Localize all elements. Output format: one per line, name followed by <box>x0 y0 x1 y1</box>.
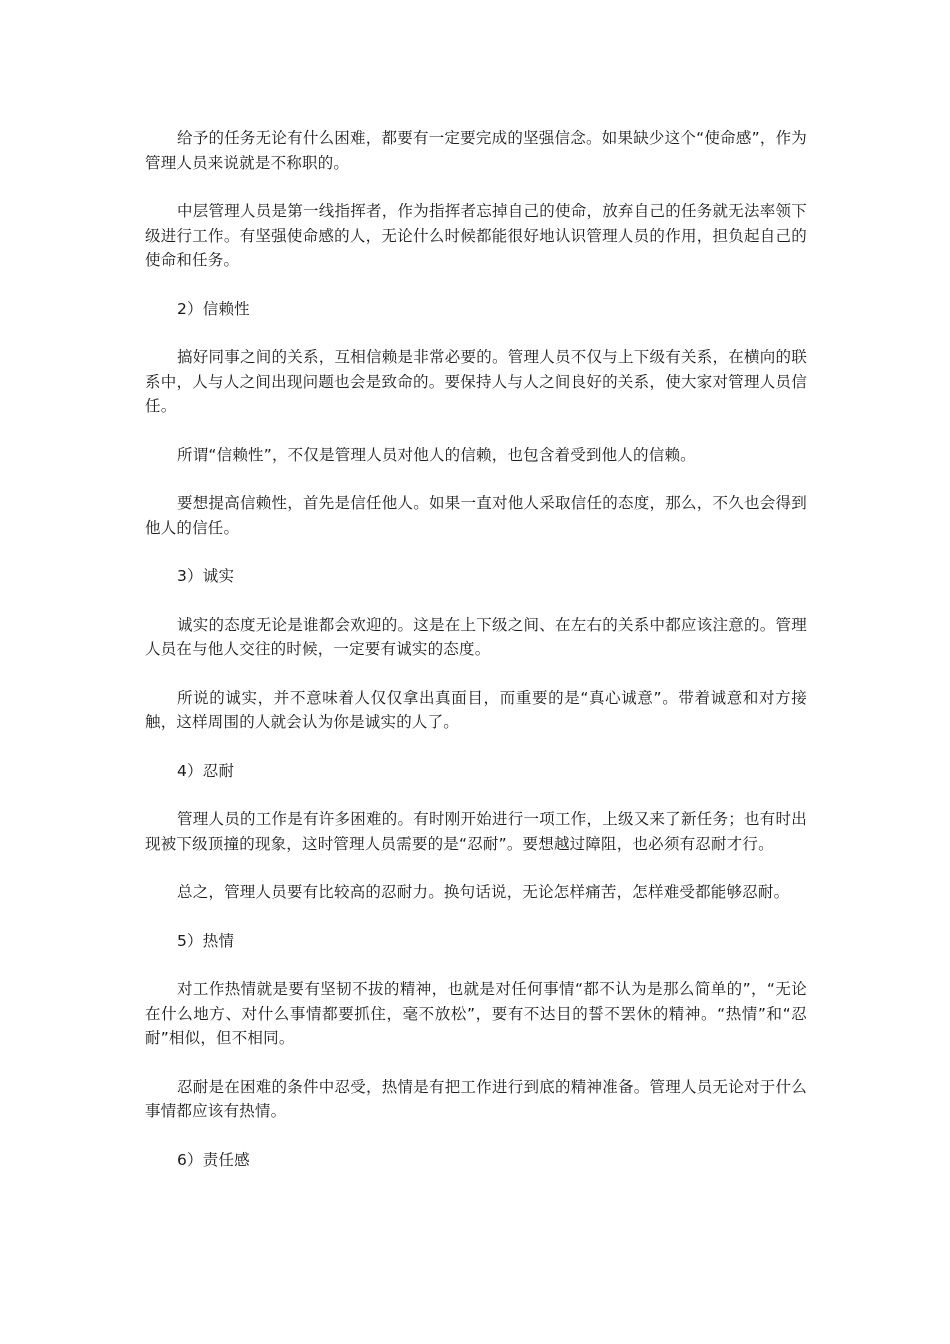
paragraph: 要想提高信赖性，首先是信任他人。如果一直对他人采取信任的态度，那么，不久也会得到他人的信任。 <box>145 494 807 537</box>
section-heading: 6）责任感 <box>177 1150 250 1169</box>
document-body <box>145 126 807 1196</box>
section-heading: 4）忍耐 <box>177 761 235 780</box>
paragraph: 忍耐是在困难的条件中忍受，热情是有把工作进行到底的精神准备。管理人员无论对于什么事情都应该有热情。 <box>145 1077 807 1120</box>
paragraph: 所说的诚实，并不意味着人仅仅拿出真面目，而重要的是“真心诚意”。带着诚意和对方接触，这样周围的人就会认为你是诚实的人了。 <box>145 688 807 731</box>
paragraph: 对工作热情就是要有坚韧不拔的精神，也就是对任何事情“都不认为是那么简单的”，“无论在什么地方、对什么事情都要抓住，毫不放松”，要有不达目的誓不罢休的精神。“热情”和“忍耐”相似，但不相同。 <box>145 980 807 1047</box>
section-heading: 5）热情 <box>177 931 235 950</box>
paragraph: 所谓“信赖性”，不仅是管理人员对他人的信赖，也包含着受到他人的信赖。 <box>177 445 696 464</box>
paragraph: 管理人员的工作是有许多困难的。有时刚开始进行一项工作，上级又来了新任务；也有时出现被下级顶撞的现象，这时管理人员需要的是“忍耐”。要想越过障阻，也必须有忍耐才行。 <box>145 810 807 853</box>
paragraph: 中层管理人员是第一线指挥者，作为指挥者忘掉自己的使命，放弃自己的任务就无法率领下级进行工作。有坚强使命感的人，无论什么时候都能很好地认识管理人员的作用，担负起自己的使命和任务。 <box>145 202 807 269</box>
section-heading: 2）信赖性 <box>177 299 250 318</box>
paragraph: 搞好同事之间的关系，互相信赖是非常必要的。管理人员不仅与上下级有关系，在横向的联系中，人与人之间出现问题也会是致命的。要保持人与人之间良好的关系，使大家对管理人员信任。 <box>145 348 807 415</box>
paragraph: 诚实的态度无论是谁都会欢迎的。这是在上下级之间、在左右的关系中都应该注意的。管理人员在与他人交往的时候，一定要有诚实的态度。 <box>145 615 807 658</box>
paragraph: 总之，管理人员要有比较高的忍耐力。换句话说，无论怎样痛苦，怎样难受都能够忍耐。 <box>177 883 790 901</box>
paragraph: 给予的任务无论有什么困难，都要有一定要完成的坚强信念。如果缺少这个“使命感”，作为管理人员来说就是不称职的。 <box>145 129 807 172</box>
section-heading: 3）诚实 <box>177 567 235 585</box>
